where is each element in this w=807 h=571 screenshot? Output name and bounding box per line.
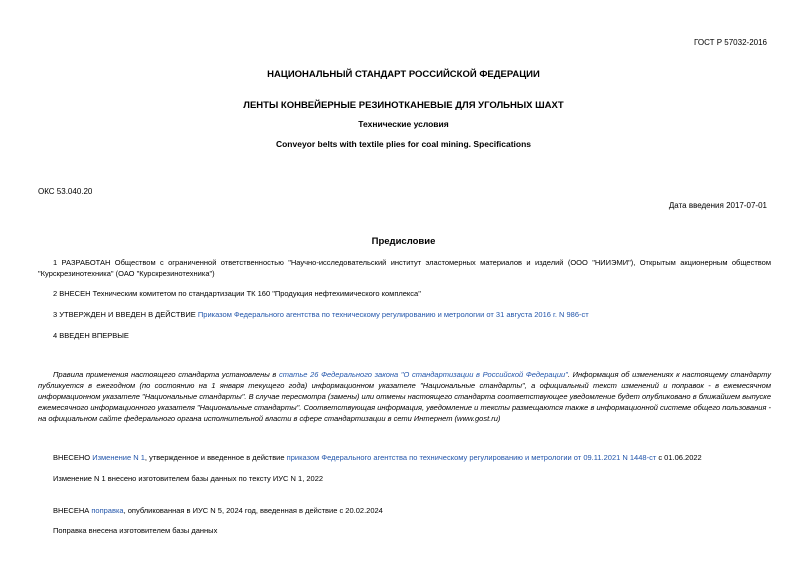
amendment-1-link[interactable]: Изменение N 1 (92, 453, 145, 462)
order-1448-link[interactable]: приказом Федерального агентства по техническому регулированию и метрологии от 09.11.2021 N 1448-ст (286, 453, 657, 462)
standard-heading: НАЦИОНАЛЬНЫЙ СТАНДАРТ РОССИЙСКОЙ ФЕДЕРАЦИИ (267, 69, 540, 80)
correction-text-a: ВНЕСЕНА (53, 506, 92, 515)
oks-code: ОКС 53.040.20 (38, 187, 93, 196)
rules-text-b: . Информация об изменениях к настоящему стандарту публикуется в ежегодном (по состоянию на 1 января текущего года) информационном указателе "Национальные стандарты", а официальный текст изменений и поправок - в ежемесячном информационном указателе "Национальные стандарты". В случае пересмотра (замены) или отмены настоящего стандарта соответствующее уведомление будет опубликовано в ближайшем выпуске ежемесячного информационного указателя "Национальные стандарты". Соответствующая информация, уведомление и тексты размещаются также в информационной системе общего пользования - на официальном сайте федерального органа исполнительной власти в сфере стандартизации в сети Интернет (www.gost.ru) (38, 370, 771, 423)
preface-item-3 (38, 309, 771, 320)
order-986-link[interactable]: Приказом Федерального агентства по техническому регулированию и метрологии от 31 августа 2016 г. N 986-ст (197, 310, 589, 319)
preface-item-4: 4 ВВЕДЕН ВПЕРВЫЕ (53, 331, 129, 340)
preface-heading: Предисловие (371, 236, 436, 247)
change-1-text-b: , утвержденное и введенное в действие (144, 453, 287, 462)
preface-item-1: 1 РАЗРАБОТАН Обществом с ограниченной ответственностью "Научно-исследовательский институт эластомерных материалов и изделий (ООО "НИИЭМИ"), Открытым акционерным обществом "Курскрезинотехника" (ОАО "Курскрезинотехника") (38, 258, 771, 278)
federal-law-link[interactable]: статье 26 Федерального закона "О стандартизации в Российской Федерации" (278, 370, 568, 379)
document-title: ЛЕНТЫ КОНВЕЙЕРНЫЕ РЕЗИНОТКАНЕВЫЕ ДЛЯ УГОЛЬНЫХ ШАХТ (243, 100, 564, 111)
correction-note (53, 506, 383, 515)
correction-db-note: Поправка внесена изготовителем базы данных (53, 526, 218, 535)
change-1-db-note: Изменение N 1 внесено изготовителем базы данных по тексту ИУС N 1, 2022 (53, 474, 324, 483)
change-1-text-a: ВНЕСЕНО (53, 453, 93, 462)
change-1-note (53, 453, 702, 462)
english-title: Conveyor belts with textile plies for coal mining. Specifications (275, 139, 532, 149)
intro-date: Дата введения 2017-07-01 (668, 201, 767, 210)
application-rules (38, 369, 771, 424)
document-subtitle: Технические условия (358, 119, 449, 129)
preface-item-2: 2 ВНЕСЕН Техническим комитетом по стандартизации ТК 160 "Продукция нефтехимического комплекса" (53, 289, 421, 298)
document-code: ГОСТ Р 57032-2016 (694, 38, 767, 47)
correction-text-b: , опубликованная в ИУС N 5, 2024 год, введенная в действие с 20.02.2024 (123, 506, 383, 515)
preface-item-3-text: 3 УТВЕРЖДЕН И ВВЕДЕН В ДЕЙСТВИЕ (53, 310, 198, 319)
change-1-text-c: с 01.06.2022 (656, 453, 702, 462)
rules-text-a: Правила применения настоящего стандарта установлены в (53, 370, 279, 379)
correction-link[interactable]: поправка (91, 506, 124, 515)
